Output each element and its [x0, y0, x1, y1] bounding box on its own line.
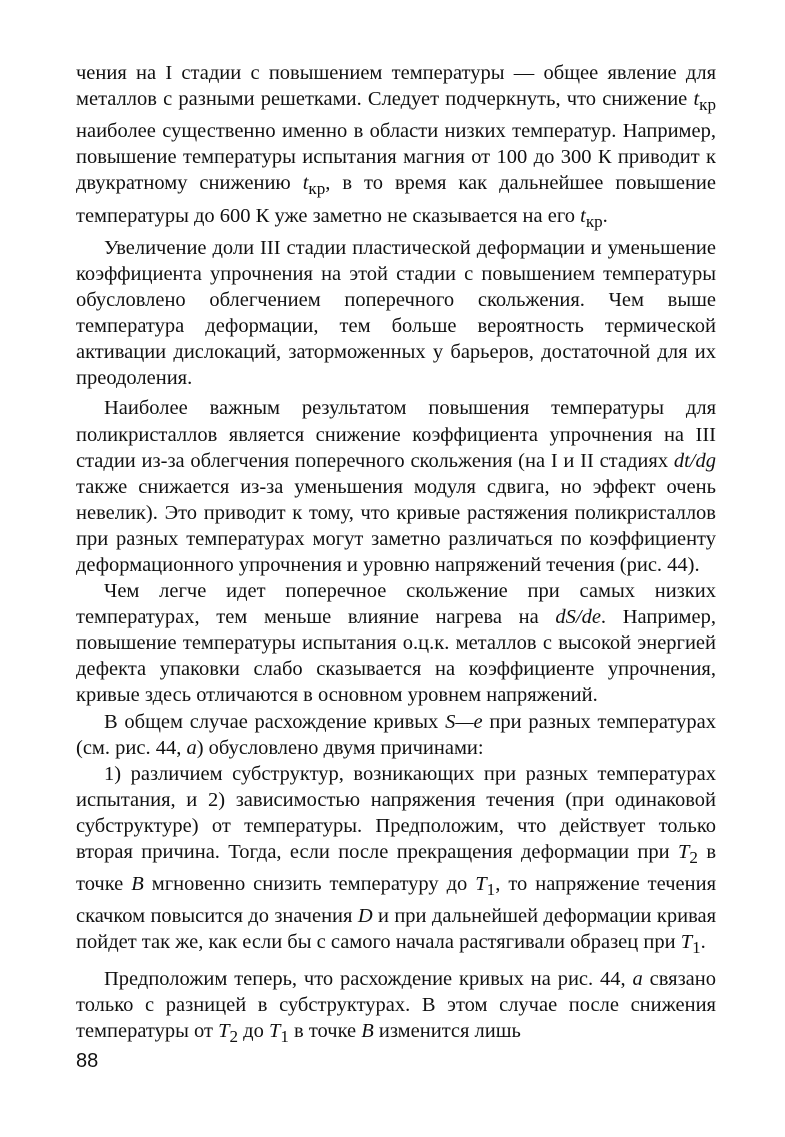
text-run: 1) различием субструктур, возникающих при разных температурах испытания, и 2) зависимостью напряжения течения (при одинаковой субструктуре) от температуры. Предположим, что действует только вторая причина. Тогда, если после прекращения деформации при	[76, 762, 716, 863]
text-run: . Например, повышение температуры испытания о.ц.к. металлов с высокой энергией дефекта упаковки слабо сказывается на коэффициенте упрочнения, кривые здесь отличаются в основном уровнем напряжений.	[76, 606, 716, 707]
symbol: t	[302, 172, 309, 195]
italic-letter: а	[632, 967, 643, 990]
subscript: 1	[692, 938, 701, 958]
text-run: и при дальнейшей деформации кривая пойдет так же, как если бы с самого начала растягивали образец при	[76, 905, 717, 954]
paragraph-1	[76, 60, 716, 235]
text-run: , в то время как дальнейшее повышение температуры до 600 К уже заметно не сказывается на его	[76, 172, 716, 227]
text-run: ) обусловлено двумя причинами:	[196, 736, 484, 759]
text-run: в точке	[76, 841, 716, 896]
paragraph-3	[76, 395, 716, 578]
subscript: 1	[486, 880, 496, 900]
text-run: Чем легче идет поперечное скольжение при самых низких температурах, тем меньше влияние нагрева на	[76, 580, 716, 629]
italic-letter: B	[361, 1019, 374, 1042]
italic-formula: dS/de	[555, 606, 601, 629]
symbol: T	[475, 873, 487, 896]
body-text	[76, 60, 716, 1050]
subscript: 1	[280, 1026, 289, 1046]
italic-letter: а	[186, 736, 197, 759]
text-run: до	[238, 1019, 269, 1042]
text-run: изменится лишь	[373, 1019, 521, 1042]
text-run: .	[700, 931, 706, 954]
text-run: мгновенно снизить температуру до	[143, 873, 476, 896]
text-run: в точке	[288, 1019, 362, 1042]
subscript: кр	[585, 211, 603, 231]
text-run: В общем случае расхождение кривых	[104, 710, 446, 733]
subscript: 2	[689, 848, 698, 868]
paragraph-7	[76, 966, 716, 1050]
symbol: T	[268, 1019, 281, 1042]
text-run: Наиболее важным результатом повышения температуры для поликристаллов является снижение коэффициента упрочнения на III стадии из-за облегчения поперечного скольжения (на I и II стадиях	[76, 397, 716, 472]
text-run: Предположим теперь, что расхождение кривых на рис. 44,	[104, 967, 633, 990]
italic-formula: S—e	[445, 710, 483, 733]
page-number: 88	[76, 1050, 99, 1072]
subscript: кр	[699, 95, 716, 115]
subscript: 2	[229, 1026, 239, 1046]
italic-formula: dt/dg	[673, 449, 716, 472]
italic-letter: B	[131, 873, 144, 896]
subscript: кр	[308, 179, 326, 199]
text-run: связано только с разницей в субструктурах. В этом случае после снижения температуры от	[76, 967, 716, 1042]
symbol: t	[580, 204, 586, 227]
symbol: T	[680, 931, 693, 954]
text-run: также снижается из-за уменьшения модуля сдвига, но эффект очень невелик). Это приводит к тому, что кривые растяжения поликристаллов при разных температурах могут заметно различаться по коэффициенту деформационного упрочнения и уровню напряжений течения (рис. 44).	[76, 475, 716, 576]
paragraph-2: Увеличение доли III стадии пластической деформации и уменьшение коэффициента упрочнения на этой стадии с повышением температуры обусловлено облегчением поперечного скольжения. Чем выше температура деформации, тем больше вероятность термической активации дислокаций, заторможенных у барьеров, достаточной для их преодоления.	[76, 236, 716, 390]
paragraph-5	[76, 709, 716, 761]
paragraph-4	[76, 578, 716, 708]
text-run: .	[602, 204, 608, 227]
text-run: чения на I стадии с повышением температуры — общее явление для металлов с разными решетками. Следует подчеркнуть, что снижение	[76, 62, 716, 111]
text-run: наиболее существенно именно в области низких температур. Например, повышение температуры испытания магния от 100 до 300 К приводит к двукратному снижению	[76, 120, 716, 195]
symbol: T	[218, 1019, 230, 1042]
text-run: при разных температурах (см. рис. 44,	[76, 710, 716, 759]
symbol: T	[678, 841, 690, 863]
paragraph-6	[76, 761, 716, 962]
italic-letter: D	[357, 905, 373, 928]
text-run: , то напряжение течения скачком повысится до значения	[76, 873, 716, 928]
symbol: t	[693, 88, 700, 111]
